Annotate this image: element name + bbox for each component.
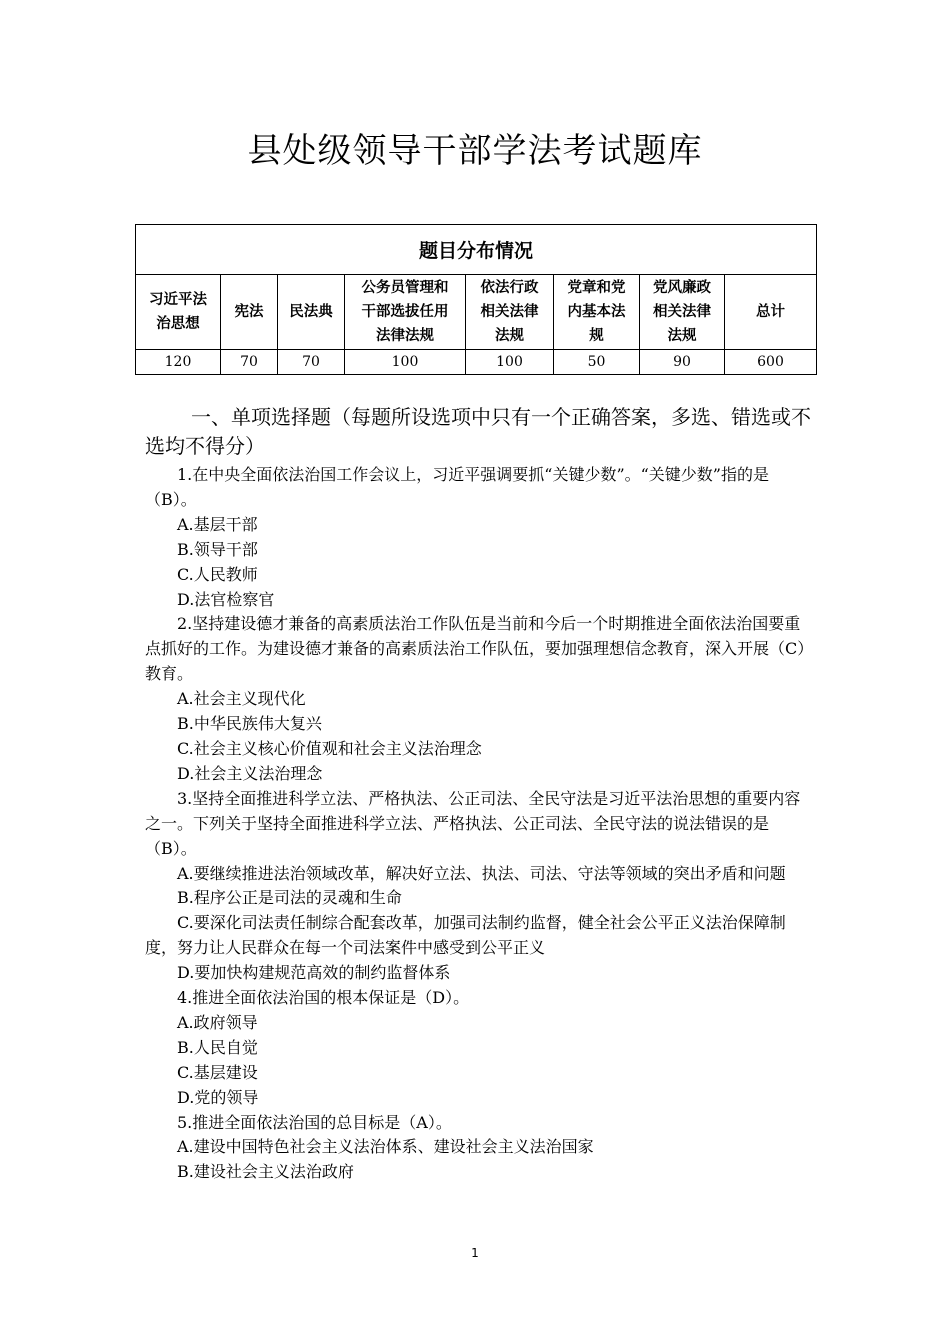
column-header-line: 法律法规	[376, 328, 434, 344]
answer-option: C.基层建设	[177, 1062, 258, 1082]
answer-option: C.要深化司法责任制综合配套改革，加强司法制约监督，健全社会公平正义法治保障制度，努力让人民群众在每一个司法案件中感受到公平正义	[145, 913, 786, 958]
column-header	[221, 275, 278, 350]
column-header-line: 相关法律	[653, 304, 711, 320]
answer-option: D.法官检察官	[177, 589, 275, 609]
column-header	[136, 275, 221, 350]
answer-option: D.党的领导	[177, 1087, 259, 1107]
count-cell: 600	[725, 350, 817, 375]
question-distribution-table	[135, 224, 817, 375]
column-header-line: 依法行政	[480, 280, 539, 296]
column-header	[640, 275, 725, 350]
column-header	[554, 275, 640, 350]
column-header	[278, 275, 345, 350]
count-cell: 50	[554, 350, 640, 375]
answer-option: A.政府领导	[177, 1012, 258, 1032]
column-header	[345, 275, 466, 350]
count-cell: 100	[466, 350, 554, 375]
answer-option: B.领导干部	[177, 539, 258, 559]
question-text: 2.坚持建设德才兼备的高素质法治工作队伍是当前和今后一个时期推进全面依法治国要重点抓好的工作。为建设德才兼备的高素质法治工作队伍，要加强理想信念教育，深入开展（C）教育。	[145, 614, 806, 684]
column-header-line: 党章和党	[567, 280, 626, 296]
answer-option: D.要加快构建规范高效的制约监督体系	[177, 963, 451, 983]
answer-option: C.人民教师	[177, 564, 258, 584]
answer-option: A.建设中国特色社会主义法治体系、建设社会主义法治国家	[177, 1137, 594, 1157]
question-list	[145, 463, 807, 1185]
count-cell: 100	[345, 350, 466, 375]
column-header-line: 法规	[495, 328, 524, 344]
document-title: 县处级领导干部学法考试题库	[247, 131, 703, 171]
answer-option: A.社会主义现代化	[177, 689, 306, 709]
column-header	[466, 275, 554, 350]
answer-option: B.程序公正是司法的灵魂和生命	[177, 888, 402, 908]
answer-option: B.人民自觉	[177, 1037, 258, 1057]
answer-option: C.社会主义核心价值观和社会主义法治理念	[177, 738, 482, 758]
section-heading: 一、单项选择题（每题所设选项中只有一个正确答案，多选、错选或不选均不得分）	[145, 405, 811, 458]
column-header-line: 公务员管理和	[361, 280, 449, 296]
count-cell: 120	[136, 350, 221, 375]
count-cell: 90	[640, 350, 725, 375]
column-header-line: 党风廉政	[653, 280, 711, 296]
answer-option: A.要继续推进法治领域改革，解决好立法、执法、司法、守法等领域的突出矛盾和问题	[177, 863, 786, 883]
question-text: 3.坚持全面推进科学立法、严格执法、公正司法、全民守法是习近平法治思想的重要内容之一。下列关于坚持全面推进科学立法、严格执法、公正司法、全民守法的说法错误的是（B）。	[145, 788, 801, 858]
table-caption: 题目分布情况	[136, 225, 817, 275]
question-text: 1.在中央全面依法治国工作会议上，习近平强调要抓“关键少数”。“关键少数”指的是（B）。	[145, 465, 769, 509]
column-header-line: 法规	[667, 328, 697, 344]
column-header-line: 民法典	[289, 304, 333, 320]
page-number: 1	[471, 1246, 479, 1260]
column-header-line: 习近平法	[149, 292, 207, 308]
column-header-line: 干部选拔任用	[361, 304, 449, 320]
column-header-line: 治思想	[156, 316, 200, 332]
count-cell: 70	[278, 350, 345, 375]
answer-option: A.基层干部	[177, 514, 258, 534]
column-header-line: 宪法	[234, 304, 264, 320]
question-text: 4.推进全面依法治国的根本保证是（D）。	[177, 988, 470, 1008]
answer-option: B.中华民族伟大复兴	[177, 714, 322, 734]
column-header	[725, 275, 817, 350]
answer-option: B.建设社会主义法治政府	[177, 1162, 354, 1182]
question-text: 5.推进全面依法治国的总目标是（A）。	[177, 1112, 452, 1132]
answer-option: D.社会主义法治理念	[177, 763, 323, 783]
column-header-line: 内基本法	[567, 304, 626, 320]
column-header-line: 规	[589, 328, 604, 344]
count-cell: 70	[221, 350, 278, 375]
column-header-line: 相关法律	[480, 304, 539, 320]
column-header-line: 总计	[756, 304, 785, 320]
